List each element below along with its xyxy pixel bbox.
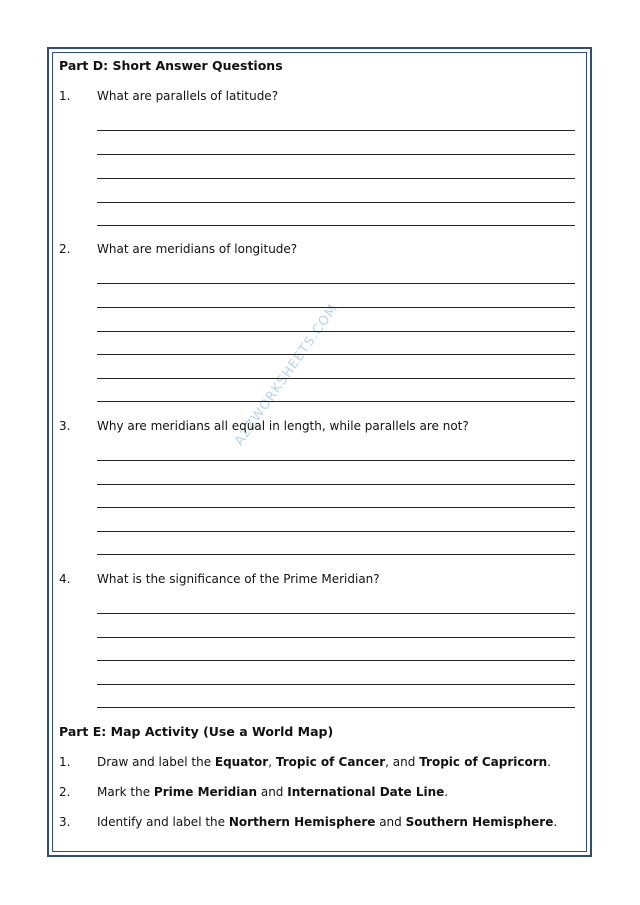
answer-line[interactable] <box>97 331 575 332</box>
answer-line[interactable] <box>97 178 575 179</box>
answer-line[interactable] <box>97 507 575 508</box>
answer-line[interactable] <box>97 130 575 131</box>
question-1-text: What are parallels of latitude? <box>97 89 279 103</box>
question-2-text: What are meridians of longitude? <box>97 242 298 256</box>
activity-text-part: . <box>444 785 449 799</box>
part-d-heading: Part D: Short Answer Questions <box>59 58 283 73</box>
answer-line[interactable] <box>97 307 575 308</box>
activity-3-text <box>97 815 557 829</box>
activity-text-part: . <box>547 755 552 769</box>
activity-text-part: and <box>375 815 406 829</box>
activity-keyword: Tropic of Capricorn <box>419 755 548 769</box>
activity-1-text <box>97 755 551 769</box>
answer-line[interactable] <box>97 554 575 555</box>
watermark: A2ZWORKSHEETS.COM <box>232 301 342 449</box>
question-3-number: 3. <box>59 419 71 433</box>
activity-keyword: Tropic of Cancer <box>275 755 386 769</box>
answer-line[interactable] <box>97 202 575 203</box>
activity-keyword: Equator <box>214 755 269 769</box>
answer-line[interactable] <box>97 613 575 614</box>
answer-line[interactable] <box>97 378 575 379</box>
question-4-text: What is the significance of the Prime Meridian? <box>97 572 380 586</box>
answer-line[interactable] <box>97 707 575 708</box>
activity-text-part: Mark the <box>97 785 154 799</box>
activity-keyword: Northern Hemisphere <box>228 815 376 829</box>
activity-text-part: , and <box>385 755 420 769</box>
activity-text-part: Draw and label the <box>97 755 215 769</box>
activity-3-number: 3. <box>59 815 71 829</box>
answer-line[interactable] <box>97 354 575 355</box>
activity-text-part: Identify and label the <box>97 815 229 829</box>
activity-keyword: Prime Meridian <box>153 785 258 799</box>
question-3-text: Why are meridians all equal in length, while parallels are not? <box>97 419 469 433</box>
answer-line[interactable] <box>97 225 575 226</box>
question-2-number: 2. <box>59 242 71 256</box>
answer-line[interactable] <box>97 660 575 661</box>
answer-line[interactable] <box>97 154 575 155</box>
answer-line[interactable] <box>97 460 575 461</box>
part-e-heading: Part E: Map Activity (Use a World Map) <box>59 724 334 739</box>
activity-keyword: International Date Line <box>287 785 445 799</box>
activity-2-number: 2. <box>59 785 71 799</box>
answer-line[interactable] <box>97 684 575 685</box>
activity-1-number: 1. <box>59 755 71 769</box>
question-4-number: 4. <box>59 572 71 586</box>
answer-line[interactable] <box>97 283 575 284</box>
answer-line[interactable] <box>97 531 575 532</box>
answer-line[interactable] <box>97 401 575 402</box>
activity-text-part: . <box>553 815 558 829</box>
answer-line[interactable] <box>97 637 575 638</box>
activity-2-text <box>97 785 448 799</box>
answer-line[interactable] <box>97 484 575 485</box>
question-1-number: 1. <box>59 89 71 103</box>
activity-keyword: Southern Hemisphere <box>405 815 554 829</box>
activity-text-part: and <box>257 785 288 799</box>
activity-text-part: , <box>268 755 276 769</box>
